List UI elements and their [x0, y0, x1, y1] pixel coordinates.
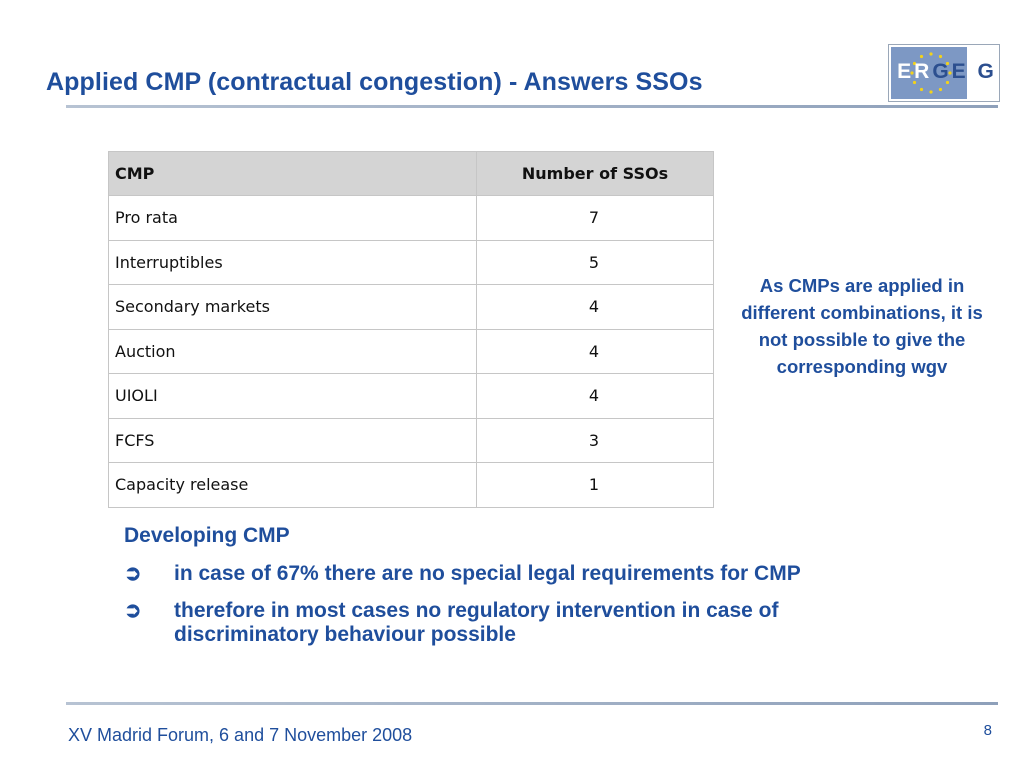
cmp-table [108, 151, 714, 508]
count-cell: 4 [477, 329, 714, 374]
table-row [109, 196, 714, 241]
cmp-cell: Interruptibles [109, 240, 477, 285]
count-cell: 1 [477, 463, 714, 508]
bullet-text: in case of 67% there are no special legal requirements for CMP [174, 562, 801, 585]
page-number: 8 [983, 722, 992, 739]
table-header-row [109, 152, 714, 196]
side-note: As CMPs are applied in different combinations, it is not possible to give the corresponding wgv [741, 275, 983, 377]
slide-title: Applied CMP (contractual congestion) - Answers SSOs [46, 68, 703, 96]
cmp-cell: Secondary markets [109, 285, 477, 330]
count-cell: 3 [477, 418, 714, 463]
cmp-cell: FCFS [109, 418, 477, 463]
bullet-text: therefore in most cases no regulatory intervention in case of discriminatory behaviour possible [174, 599, 779, 646]
cmp-cell: UIOLI [109, 374, 477, 419]
developing-bullet-list [124, 562, 844, 660]
count-cell: 4 [477, 374, 714, 419]
table-row [109, 374, 714, 419]
count-cell: 5 [477, 240, 714, 285]
list-item [124, 599, 844, 647]
logo-wordmark: ERGE G [897, 60, 997, 83]
column-header-number-of-ssos: Number of SSOs [477, 152, 714, 196]
column-header-cmp: CMP [109, 152, 477, 196]
table-row [109, 329, 714, 374]
ergeg-logo [888, 44, 1000, 102]
cmp-cell: Pro rata [109, 196, 477, 241]
developing-cmp-heading: Developing CMP [124, 524, 290, 547]
table-row [109, 463, 714, 508]
cmp-cell: Capacity release [109, 463, 477, 508]
footer-text: XV Madrid Forum, 6 and 7 November 2008 [68, 725, 413, 745]
count-cell: 7 [477, 196, 714, 241]
table-row [109, 285, 714, 330]
curved-arrow-bullet-icon: ➲ [124, 562, 142, 585]
curved-arrow-bullet-icon: ➲ [124, 599, 142, 622]
cmp-cell: Auction [109, 329, 477, 374]
table-row [109, 240, 714, 285]
table-row [109, 418, 714, 463]
list-item [124, 562, 844, 586]
top-divider [66, 105, 998, 108]
count-cell: 4 [477, 285, 714, 330]
bottom-divider [66, 702, 998, 705]
